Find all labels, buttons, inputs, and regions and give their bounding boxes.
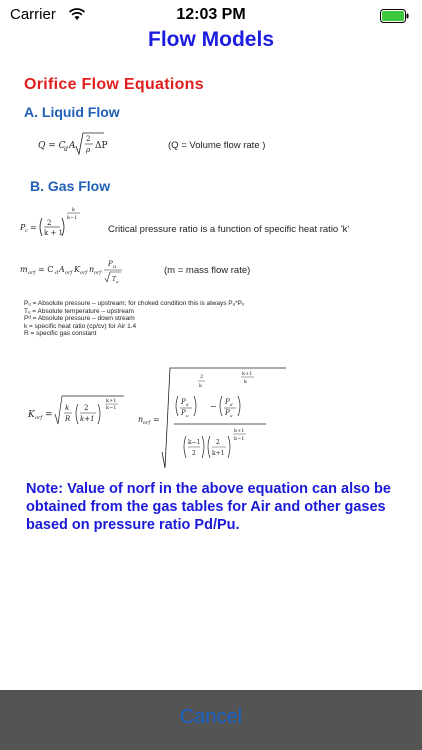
bottom-toolbar — [0, 690, 422, 750]
svg-text:P: P — [225, 398, 230, 406]
svg-text:u: u — [113, 264, 117, 270]
liquid-flow-note: (Q = Volume flow rate ) — [168, 140, 266, 151]
svg-text:c: c — [25, 228, 28, 234]
svg-text:−: − — [210, 402, 217, 411]
definition-item: Tᵤ = Absolute temperature – upstream — [24, 307, 134, 315]
svg-text:=: = — [153, 415, 160, 424]
svg-text:k+1: k+1 — [242, 371, 253, 377]
mass-flow-equation — [20, 254, 150, 293]
svg-text:R: R — [65, 415, 71, 423]
carrier-label: Carrier — [10, 6, 56, 23]
clock-time: 12:03 PM — [176, 6, 246, 23]
definitions-list — [24, 300, 344, 338]
equations-image — [18, 62, 410, 668]
critical-pressure-note: Critical pressure ratio is a function of specific heat ratio 'k' — [108, 224, 350, 235]
svg-text:k: k — [244, 379, 248, 385]
svg-text:u: u — [116, 279, 119, 284]
svg-text:A: A — [69, 141, 76, 151]
svg-text:u: u — [230, 413, 233, 418]
svg-text:P: P — [181, 398, 186, 406]
svg-text:k: k — [199, 383, 203, 389]
svg-text:n: n — [89, 265, 95, 274]
svg-text:orf: orf — [35, 415, 43, 421]
svg-text:k: k — [65, 404, 70, 412]
svg-text:k−1: k−1 — [234, 436, 245, 442]
svg-text:2: 2 — [192, 450, 196, 457]
svg-text:=: = — [45, 410, 53, 420]
k-orf-equation — [28, 390, 138, 439]
norf-note: Note: Value of norf in the above equation can also be obtained from the gas tables for Air and other gases based on pressure ratio Pd/Pu. — [26, 481, 391, 533]
svg-text:m: m — [20, 265, 28, 274]
svg-text:d: d — [186, 402, 189, 407]
svg-text:k−1: k−1 — [188, 439, 201, 446]
definition-item: Pᵈ = Absolute pressure – down stream — [24, 315, 135, 323]
svg-text:k+1: k+1 — [80, 415, 95, 423]
svg-text:d: d — [64, 146, 68, 153]
svg-text:k+1: k+1 — [212, 450, 225, 457]
svg-text:orf: orf — [28, 270, 36, 276]
svg-text:k+1: k+1 — [234, 428, 245, 434]
svg-text:u: u — [186, 413, 189, 418]
liquid-flow-heading: A. Liquid Flow — [24, 104, 120, 120]
svg-text:k−1: k−1 — [67, 215, 78, 221]
svg-text:2: 2 — [86, 135, 91, 143]
gas-flow-heading: B. Gas Flow — [30, 178, 111, 194]
svg-text:ΔP: ΔP — [95, 141, 108, 151]
svg-text:d: d — [230, 402, 233, 407]
svg-text:2: 2 — [47, 219, 52, 227]
svg-text:n: n — [138, 415, 144, 424]
svg-text:K: K — [74, 265, 80, 274]
battery-icon — [380, 9, 410, 28]
svg-text:d: d — [55, 270, 59, 276]
svg-text:k + 1: k + 1 — [44, 229, 64, 237]
svg-text:Q = C: Q = C — [38, 141, 66, 151]
cancel-button[interactable]: Cancel — [0, 706, 422, 729]
svg-text:k+1: k+1 — [106, 398, 117, 404]
svg-text:orf: orf — [143, 420, 151, 426]
svg-text:=: = — [30, 223, 37, 232]
definition-item: Pᵤ = Absolute pressure – upstream; for choked condition this is always Pᵤ*Pₓ — [24, 300, 245, 307]
svg-text:P: P — [181, 409, 186, 417]
svg-text:orf: orf — [94, 270, 102, 276]
svg-text:2: 2 — [200, 374, 204, 380]
svg-text:2: 2 — [216, 439, 220, 446]
svg-text:K: K — [28, 410, 35, 420]
definition-item: R = specific gas constant — [24, 330, 97, 338]
page-title: Flow Models — [148, 28, 274, 51]
definition-item: k = specific heat ratio (cp/cv) for Air 1.4 — [24, 322, 137, 330]
svg-text:A: A — [59, 265, 65, 274]
svg-text:P: P — [108, 260, 113, 268]
svg-text:= C: = C — [38, 265, 54, 274]
svg-text:ρ: ρ — [86, 146, 91, 154]
svg-text:P: P — [225, 409, 230, 417]
svg-text:T: T — [112, 276, 117, 283]
section-title: Orifice Flow Equations — [24, 76, 204, 93]
svg-text:2: 2 — [84, 404, 89, 412]
n-orf-equation — [138, 362, 288, 479]
svg-text:orf: orf — [65, 270, 73, 276]
svg-text:k: k — [72, 207, 76, 213]
mass-flow-note: (m = mass flow rate) — [164, 265, 251, 276]
svg-text:k−1: k−1 — [106, 405, 117, 411]
svg-text:P: P — [20, 223, 26, 232]
liquid-flow-equation — [38, 130, 148, 165]
svg-text:orf: orf — [80, 270, 88, 276]
critical-pressure-equation — [20, 204, 104, 249]
